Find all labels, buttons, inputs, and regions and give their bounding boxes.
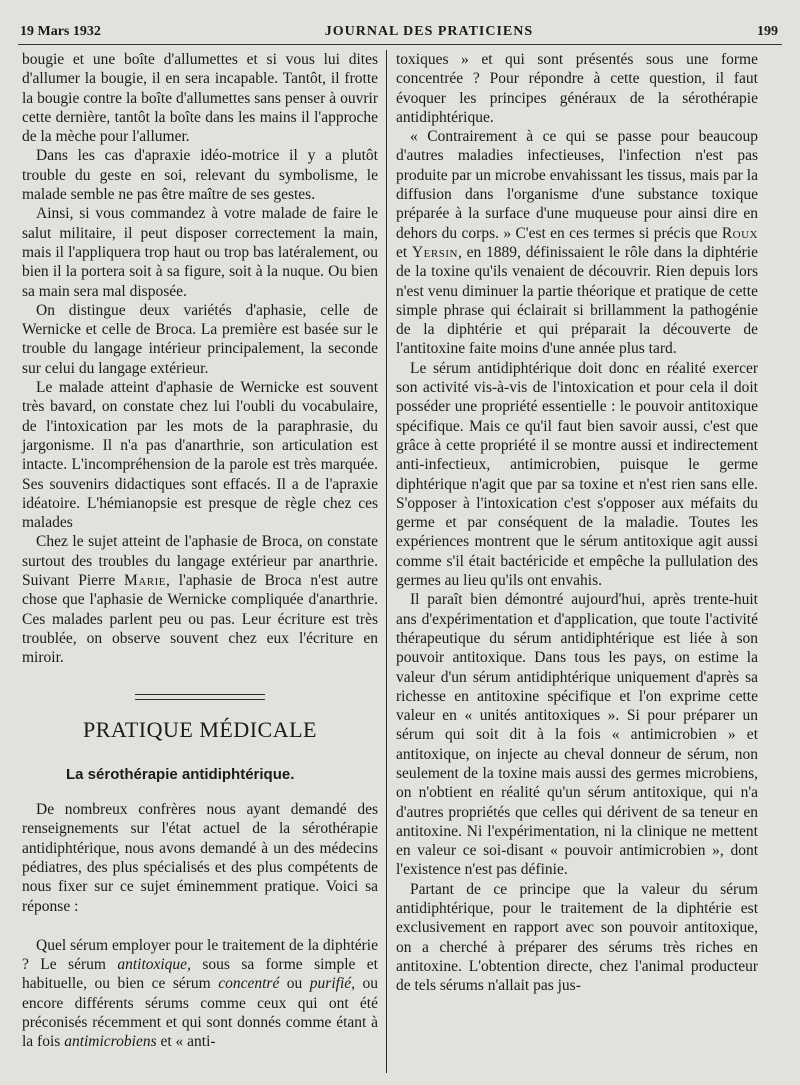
author-name: Yersin: [411, 243, 458, 261]
italic-term: antimicrobiens: [64, 1033, 157, 1051]
text-run: , en 1889, définissaient le rôle dans la diphtérie de la toxine qu'ils venaient de découvrir. Rien depuis lors n'est venu diminuer la partie théorique et pratique de cette simple phrase qui éclairait si brillamment la pathogénie de la diphtérie et qui préparait la découverte de l'antitoxine faite moins d'une année plus tard.: [396, 243, 758, 358]
italic-term: concentré: [218, 975, 280, 993]
text-run: ou encore différents sérums comme ceux qui ont été préconisés récemment et qui sont donnés comme étant à la fois: [22, 975, 378, 1051]
text-run: Chez le sujet atteint de l'aphasie de Broca, on constate surtout des troubles du langage extérieur par anarthrie. Suivant Pierre: [22, 533, 378, 590]
paragraph: [22, 936, 378, 1052]
paragraph: [22, 532, 378, 667]
text-run: sous sa forme simple et habituelle, ou bien ce sérum: [22, 956, 378, 993]
section-title: PRATIQUE MÉDICALE: [83, 716, 317, 742]
article-title: La sérothérapie antidiphtérique.: [66, 765, 295, 783]
paragraph: Le sérum antidiphtérique doit donc en réalité exercer son activité vis-à-vis de l'intoxication et pour cela il doit posséder une propriété essentielle : le pouvoir antitoxique spécifique. Mais ce qu'il faut bien savoir aussi, c'est que grâce à cette propriété il se montre aussi et indirectement anti-infectieux, antimicrobien, puisque le germe diphtérique n'agit que par sa toxine et n'est rien sans elle. S'opposer à l'intoxication c'est s'opposer aux méfaits du germe et par conséquent de la maladie. Toutes les expériences montrent que le sérum antitoxique agit aussi comme s'il était bactéricide et empêche la pullulation des germes au lieu qu'ils ont envahis.: [396, 359, 758, 590]
italic-term: antitoxique,: [117, 956, 191, 974]
paragraph: Il paraît bien démontré aujourd'hui, après trente-huit ans d'expérimentation et d'application, que toute l'activité thérapeutique du sérum antidiphtérique est liée à son pouvoir antitoxique. Dans tous les pays, on estime la valeur d'un sérum antidiphtérique uniquement d'après sa richesse en antitoxine spécifique et l'on exprime cette valeur en « unités antitoxiques ». Si pour préparer un sérum qui soit dit à la fois « antimicrobien » et antitoxique, on injecte au cheval donneur de sérum, non seulement de la toxine mais aussi des germes microbiens, on n'obtient en réalité qu'un sérum antitoxique, qui n'a d'autres propriétés que celles qui dérivent de sa teneur en antitoxine. Ni l'expérimentation, ni la clinique ne mettent en valeur ce soi-disant « pouvoir antimicrobien », dont l'existence n'est pas définie.: [396, 591, 758, 879]
paragraph: bougie et une boîte d'allumettes et si vous lui dites d'allumer la bougie, il en sera incapable. Tantôt, il frotte la bougie contre la boîte d'allumettes sans penser à ouvrir cette dernière, tantôt la boîte dans les mains il l'approche de la mèche pour l'allumer.: [22, 51, 378, 146]
paragraph: [396, 127, 758, 359]
paragraph: Dans les cas d'apraxie idéo-motrice il y a plutôt trouble du geste en soi, relevant du symbolisme, le malade semble ne pas être maître de ses gestes.: [22, 147, 378, 204]
italic-term: purifié,: [309, 975, 356, 993]
text-run: Quel sérum employer pour le traitement de la diphtérie ? Le sérum: [22, 936, 378, 974]
section-divider: [135, 694, 265, 700]
author-name: Roux: [721, 224, 758, 242]
paragraph: De nombreux confrères nous ayant demandé des renseignements sur l'état actuel de la sérothérapie antidiphtérique, nous avons demandé à un des médecins pédiatres, des plus spécialisés et des plus compétents de nous fixer sur ce sujet éminemment pratique. Voici sa réponse :: [22, 801, 378, 915]
paragraph: toxiques » et qui sont présentés sous une forme concentrée ? Pour répondre à cette question, il faut évoquer les principes généraux de la sérothérapie antidiphtérique.: [396, 51, 758, 126]
author-name: Marie: [124, 572, 166, 590]
text-run: ou: [279, 975, 310, 993]
header-rule: [18, 44, 782, 45]
paragraph: Le malade atteint d'aphasie de Wernicke est souvent très bavard, on constate chez lui l'oubli du vocabulaire, de l'intoxication par les mots de la paraphrasie, du jargonisme. Il n'a pas d'anarthrie, son articulation est intacte. L'incompréhension de la parole est très marquée. Ses souvenirs didactiques sont effacés. Il a de l'apraxie idéatoire. L'hémianopsie est presque de règle chez ces malades: [22, 379, 378, 532]
left-column: [22, 50, 378, 1079]
paragraph: Ainsi, si vous commandez à votre malade de faire le salut militaire, il peut disposer correctement la main, mais il l'appliquera trop haut ou trop bas latéralement, ou bien il la portera soit à sa figure, soit à la nuque. Ou bien sa main sera mal disposée.: [22, 205, 378, 300]
journal-title: JOURNAL DES PRATICIENS: [324, 24, 534, 39]
paragraph: On distingue deux variétés d'aphasie, celle de Wernicke et celle de Broca. La première est basée sur le trouble du langage intérieur principalement, la seconde sur celui du langage extérieur.: [22, 301, 378, 377]
issue-date: 19 Mars 1932: [20, 24, 101, 39]
text-run: et « anti-: [156, 1033, 216, 1051]
right-column: [396, 50, 758, 1079]
text-run: « Contrairement à ce qui se passe pour beaucoup d'autres maladies infectieuses, l'infection n'est pas produite par un microbe envahissant les tissus, mais par la diffusion dans l'organisme d'une substance toxique préparée à la surface d'une muqueuse pour ainsi dire en dehors du corps. » C'est en ces termes si précis que: [396, 128, 758, 242]
paragraph: Partant de ce principe que la valeur du sérum antidiphtérique, pour le traitement de la diphtérie est exclusivement en rapport avec son pouvoir antitoxique, on a cherché à préparer des sérums très riches en antitoxine. L'obtention directe, chez l'animal producteur de tels sérums n'allait pas jus-: [396, 880, 758, 995]
column-divider: [386, 50, 387, 1073]
text-run: et: [396, 243, 412, 261]
page-number: 199: [757, 24, 778, 39]
page-header: [20, 18, 778, 40]
text-run: , l'aphasie de Broca n'est autre chose que l'aphasie de Wernicke compliquée d'anarthrie. Ces malades parlent peu ou pas. Leur écriture est très troublée, on observe souvent chez eux l'écriture en miroir.: [22, 572, 378, 667]
